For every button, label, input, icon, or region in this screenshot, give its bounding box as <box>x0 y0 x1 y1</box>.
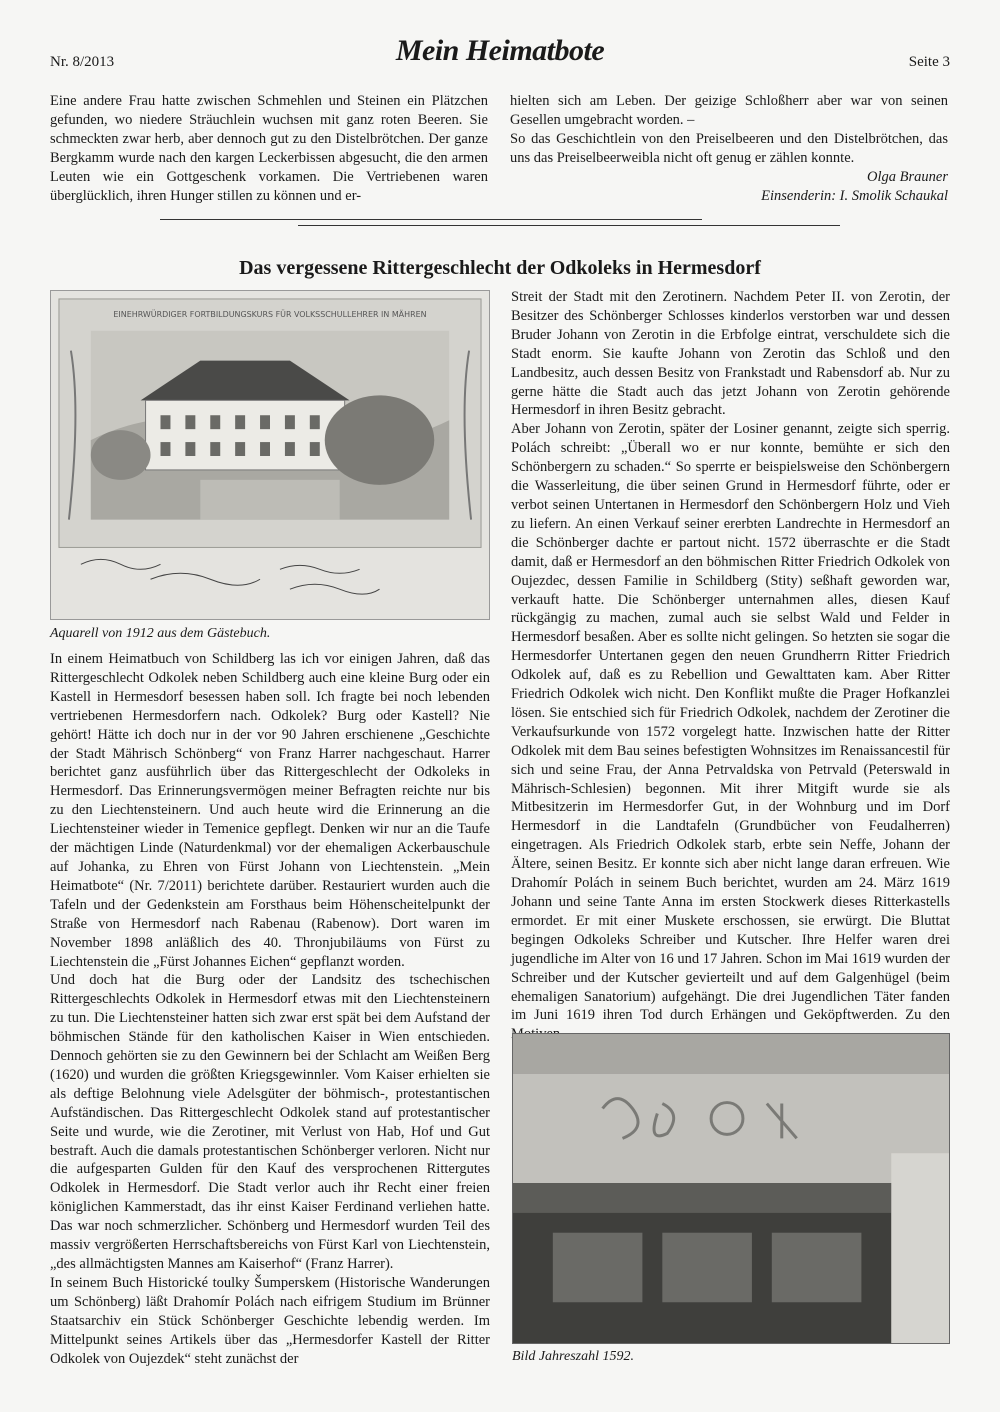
masthead-title: Mein Heimatbote <box>395 34 605 67</box>
year-beam-illustration <box>513 1034 949 1343</box>
watercolor-banner-text: EINEHRWÜRDIGER FORTBILDUNGSKURS FÜR VOLKSSCHULLEHRER IN MÄHREN <box>113 309 427 319</box>
article-paragraph: In seinem Buch Historické toulky Šumperskem (Historische Wanderungen um Schönberg) läßt Drahomír Polách nach eifrigem Studium im Brünner Staatsarchiv ein Stück Schönberger Geschichte lebendig werden. Im Mittelpunkt seines Artikels über das „Hermesdorfer Kastell der Ritter Odkolek von Oujezdek“ steht zunächst der <box>50 1274 490 1367</box>
article-paragraph: Streit der Stadt mit den Zerotinern. Nachdem Peter II. von Zerotin, der Besitzer des Schönberger Schlosses kinderlos verstorben war und dessen Bruder Johann von Zerotin in die Erbfolge eintrat, verschuldete sich die Stadt enorm. Sie kaufte Johann von Zerotin das Schloß und den Landbesitz, auch dessen Besitz von Frankstadt und Rabensdorf ab. Nur zu gerne hätte die Stadt auch das jetzt Johann von Zerotin gehörende Hermesdorf in ihren Besitz gebracht. <box>511 289 950 419</box>
previous-article-author: Olga Brauner <box>867 168 948 185</box>
watercolor-photo <box>50 290 490 620</box>
page-header <box>50 28 950 74</box>
article-paragraph: Und doch hat die Burg oder der Landsitz des tschechischen Rittergeschlechts Odkolek in Hermesdorf etwas mit den Liechtensteinern zu tun. Die Liechtensteiner hatten sich zwar erst spät bei dem Aufstand der böhmischen Stände für den katholischen Kaiser in Wien entschieden. Dennoch gehörten sie zu den Gewinnern bei der Schlacht am Weißen Berg (1620) und wurden die größten Kriegsgewinnler. Vom Kaiser erhielten sie als deftige Belohnung viele Adelsgüter der böhmisch-, protestantischen Aufständischen. Das Rittergeschlecht Odkolek stand auf protestantischer Seite und wurde, wie die Zerotiner, mit Verlust von Hab, Hof und Gut bestraft. Auch die damals protestantischen Schönberger verloren. Nicht nur die aufgesparten Gulden für den Kauf des versprochenen Rittergutes Odkolek in Hermesdorf. Die Stadt verlor auch ihr Recht einer freien königlichen Kammerstadt, das ihr einst Kaiser Ferdinand verliehen hatte. Das war noch schmerzlicher. Schönberg und Hermesdorf wurden Teil des massiv vergrößerten Herrschaftsbereichs von Fürst Karl von Liechtenstein, „des allmächtigsten Mannes am Kaiserhof“ (Franz Harrer). <box>50 972 490 1272</box>
previous-article-paragraph: hielten sich am Leben. Der geizige Schloßherr aber war von seinen Gesellen umgebracht worden. – <box>510 93 948 128</box>
previous-article-sender: Einsenderin: I. Smolik Schaukal <box>761 187 948 204</box>
previous-article-paragraph: Eine andere Frau hatte zwischen Schmehlen und Steinen ein Plätzchen gefunden, wo niedere Sträuchlein wuchsen mit ganz roten Beeren. Sie schmeckten zwar herb, aber dennoch gut zu den Distelbrötchen. Der ganze Bergkamm wurde nach den kargen Leckerbissen abgesucht, die den armen Leuten wie ein Gottgeschenk vorkamen. Die Vertriebenen waren überglücklich, ihren Hunger stillen zu können und er- <box>50 93 488 204</box>
article-paragraph: Aber Johann von Zerotin, später der Losiner genannt, zeigte sich sperrig. Polách schreibt: „Überall wo er nur konnte, bemühte er sich den Schönbergern zu schaden.“ So sperrte er beispielsweise den Schönbergern die Wasserleitung, die über seinen Grund in Hermesdorf führte, oder er verbot seinen Untertanen in Hermesdorf den Schönbergern Holz und Vieh zu liefern. An einen Verkauf seiner ererbten Landrechte in Hermesdorf an die Schönberger dachte er partout nicht. 1572 überraschte er die Stadt damit, daß er Hermesdorf an den böhmischen Ritter Friedrich Odkolek von Oujezdec, dessen Familie in Schildberg (Stity) seßhaft geworden war, verkauft hatte. Die Schönberger unternahmen alles, diesen Kauf rückgängig zu machen, zumal auch sie selbst Wald und Felder in Hermesdorf besaßen. Aber es sollte nicht gelingen. So hetzten sie sogar die Hermesdorfer Untertanen gegen den neuen Grundherrn Ritter Friedrich Odkolek auf, daß es zu Rebellion und Gewalttaten kam. Aber Ritter Friedrich Odkolek wich nicht. Den Konflikt mußte die Prager Hofkanzlei lösen. Sie entschied sich für Friedrich Odkolek, nachdem der Zerotiner die Verkaufsurkunde von 1572 vorgelegt hatte. Inzwischen hatte der Ritter Odkolek mit dem Bau seines befestigten Wohnsitzes im Renaissancestil für sich und seine Frau, der Anna Petrvaldska von Petrvald (Peterswald in Mährisch-Schlesien) begonnen. Mit ihrer Mitgift wurde sie als Mitbesitzerin im Hermesdorfer Gut, in der Wohnburg und im Dorf Hermesdorf in die Landtafeln (Grundbücher von Feudalherren) eingetragen. Als Friedrich Odkolek starb, erbte sein Neffe, Johann der Ältere, seinen Besitz. Er konnte sich aber nicht lange daran erfreuen. Wie Drahomír Polách in seinem Buch berichtet, wurden am 24. März 1619 Johann und seine Tante Anna im ersten Stockwerk dieses Ritterkastells ermordet. Er mit einer Muskete erschossen, sie erwürgt. Die Bluttat begingen Odkoleks Schreiber und Kutscher. Ihre Helfer waren drei jugendliche im Alter von 16 und 17 Jahren. Schon im Mai 1619 wurden der Schreiber und der Kutscher gevierteilt und auf dem Galgenhügel (beim ehemaligen Sanatorium) aufgehängt. Die drei Jugendlichen Täter fanden im Juni 1619 ihren Tod durch Erhängen und Geköpftwerden. Zu den <box>511 421 950 1024</box>
separator-line-lower <box>298 225 840 226</box>
previous-article-right-column <box>510 92 948 205</box>
article-right-column <box>511 288 950 1044</box>
year-beam-photo <box>512 1033 950 1344</box>
issue-number: Nr. 8/2013 <box>50 54 115 70</box>
article-paragraph: In einem Heimatbuch von Schildberg las ich vor einigen Jahren, daß das Rittergeschlecht Odkolek neben Schildberg auch eine kleine Burg oder ein Kastell in Hermesdorf besessen haben soll. Ich fragte bei noch lebenden vertriebenen Hermesdorfern nach. Odkolek? Burg oder Kastell? Nie gehört! Hätte ich doch nur in der vor 90 Jahren erschienene „Geschichte der Stadt Mährisch Schönberg“ von Franz Harrer nachgeschaut. Harrer berichtet ganz ausführlich über das Rittergeschlecht der Odkoleks in Hermesdorf. Das Erinnerungsvermögen meiner Befragten reichte nur bis zu den Liechtensteinern. Und auch heute wird die Erinnerung an die Liechtensteiner wieder in Temenice gepflegt. Denken wir nur an die Taufe der mächtigen Linde (Naturdenkmal) vor der ehemaligen Ackerbauschule auf Johanka, zu Ehren von Fürst Johann von Liechtenstein. „Mein Heimatbote“ (Nr. 7/2011) berichtete darüber. Restauriert wurden auch die Tafeln und der Gedenkstein am Forsthaus beim Höhenscheitelpunkt der Straße von Hermesdorf nach Rabenau (Rabenow). Dort waren im November 1898 anläßlich des 40. Thronjubiläums von Fürst zu Liechtenstein die „Fürst Johannes Eichen“ gepflanzt worden. <box>50 651 490 970</box>
previous-article-left-column <box>50 92 488 205</box>
separator-line-upper <box>160 219 702 220</box>
year-beam-caption: Bild Jahreszahl 1592. <box>512 1349 634 1364</box>
watercolor-caption: Aquarell von 1912 aus dem Gästebuch. <box>50 626 271 641</box>
previous-article-paragraph: So das Geschichtlein von den Preiselbeeren und den Distelbrötchen, das uns das Preiselbeerweibla nicht oft genug er zählen konnte. <box>510 130 948 166</box>
watercolor-illustration <box>51 291 489 619</box>
article-left-column <box>50 650 490 1368</box>
article-headline: Das vergessene Rittergeschlecht der Odkoleks in Hermesdorf <box>239 257 761 279</box>
page-number: Seite 3 <box>908 54 950 70</box>
